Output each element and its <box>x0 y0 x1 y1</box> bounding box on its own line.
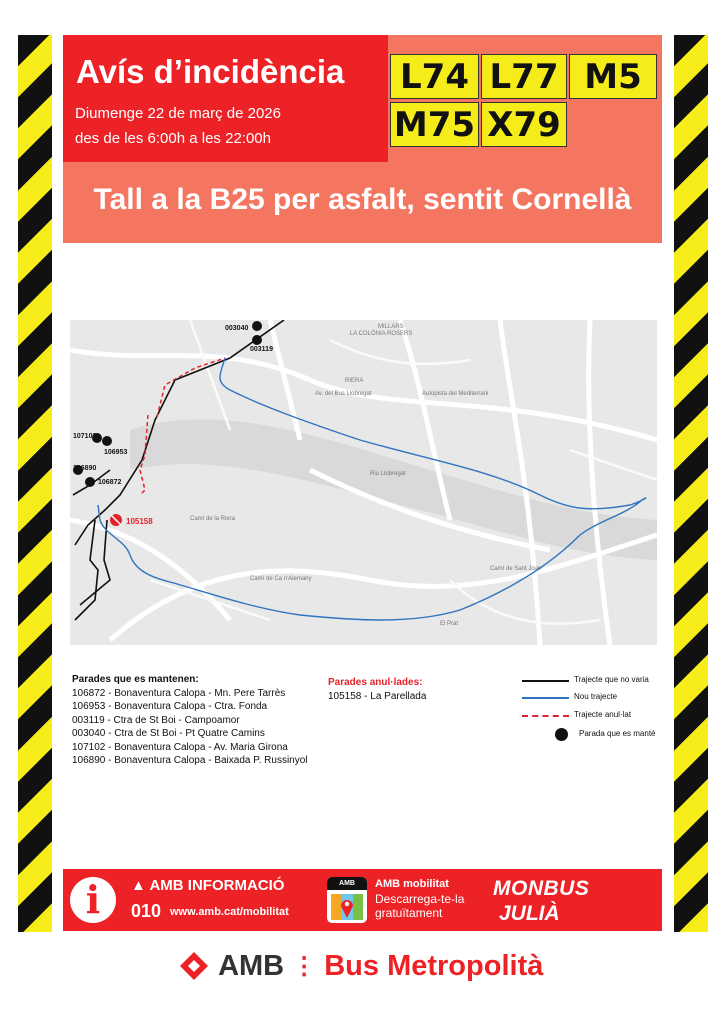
map-label-autopista: Autopista del Mediterrani <box>422 391 489 397</box>
info-icon: i <box>70 877 116 923</box>
cancelled-stop-icon <box>110 514 122 526</box>
list-item: 106953 - Bonaventura Calopa - Ctra. Fonda <box>72 701 268 712</box>
amb-mobilitat-app-icon[interactable] <box>327 877 367 923</box>
amb-diamond-icon <box>178 950 210 982</box>
brand-amb: AMB <box>218 949 285 982</box>
julia-logo: JULIÀ <box>499 902 560 925</box>
app-download-text: Descarrega-te-la gratuïtament <box>375 892 465 920</box>
map-label-cami-sant-joan: Camí de Sant Joan <box>490 566 542 572</box>
map-label-cami-riera: Camí de la Riera <box>190 516 236 522</box>
key-cancelled-label: Trajecte anul·lat <box>574 710 632 719</box>
stop-label-106872: 106872 <box>98 479 122 486</box>
line-badge-m5: M5 <box>569 54 657 99</box>
map-pin-icon <box>327 890 367 923</box>
list-item: 106872 - Bonaventura Calopa - Mn. Pere Tarrès <box>72 687 286 699</box>
key-unchanged <box>522 674 662 688</box>
footer-banner <box>63 869 662 931</box>
cancelled-stop-label: 105158 <box>126 517 153 526</box>
alert-time: des de les 6:00h a les 22:00h <box>75 130 271 147</box>
key-stop <box>522 728 662 742</box>
key-new-label: Nou trajecte <box>574 692 618 701</box>
alert-box <box>63 35 388 162</box>
maintained-stops-list <box>72 673 308 768</box>
stop-label-003040: 003040 <box>225 325 249 332</box>
stop-label-003119: 003119 <box>250 346 273 353</box>
line-badge-m75: M75 <box>390 102 479 147</box>
key-unchanged-label: Trajecte que no varia <box>574 675 649 684</box>
map-label-el-prat: El Prat <box>440 621 459 627</box>
bus-stop-icon <box>555 728 568 741</box>
stop-label-107102: 107102 <box>73 433 97 440</box>
cancelled-heading: Parades anul·lades: <box>328 677 423 688</box>
map-label-cami-alemany: Camí de Ca n'Alemany <box>250 576 312 582</box>
monbus-logo: MONBUS <box>493 877 590 900</box>
list-item: 105158 - La Parellada <box>328 690 427 702</box>
incident-headline: Tall a la B25 per asfalt, sentit Cornellà <box>93 183 632 216</box>
phone-number[interactable]: 010 <box>131 901 162 921</box>
map-label-riu: Riu Llobregat <box>370 471 406 477</box>
list-item: 106890 - Bonaventura Calopa - Baixada P. Russinyol <box>72 755 308 766</box>
key-stop-label: Parada que es manté <box>579 729 656 738</box>
line-badge-x79: X79 <box>481 102 567 147</box>
route-map <box>70 320 657 645</box>
list-item: 003119 - Ctra de St Boi - Campoamor <box>72 714 240 726</box>
line-badge-l77: L77 <box>481 54 567 99</box>
maintained-heading: Parades que es mantenen: <box>72 674 199 685</box>
list-item: 107102 - Bonaventura Calopa - Av. Maria Girona <box>72 741 288 753</box>
line-badge-l74: L74 <box>390 54 479 99</box>
stop-label-106953: 106953 <box>104 449 128 456</box>
stop-label-106890: 106890 <box>73 465 97 472</box>
list-item: 003040 - Ctra de St Boi - Pt Quatre Camins <box>72 728 265 739</box>
map-label-av-bus: Av. del Bus Llobregat <box>315 391 372 397</box>
hazard-stripe-left <box>18 35 52 932</box>
alert-date: Diumenge 22 de març de 2026 <box>75 105 281 122</box>
map-label-colonia: LA COLÒNIA ROSERS <box>350 331 413 337</box>
map-label-millars: MILLARS <box>378 324 404 330</box>
app-title: AMB mobilitat <box>375 878 449 890</box>
brand-bus-metropolita: Bus Metropolità <box>324 949 544 982</box>
app-badge: AMB <box>327 877 367 890</box>
amb-info-label: ▲ AMB INFORMACIÓ <box>131 877 285 894</box>
amb-bus-metropolita-logo: AMB ⋮ Bus Metropolità <box>178 949 543 989</box>
website-link[interactable]: www.amb.cat/mobilitat <box>170 906 289 918</box>
cancelled-stops-list <box>328 676 426 703</box>
map-label-riera: RIERA <box>345 378 364 384</box>
key-cancelled <box>522 709 662 723</box>
alert-title: Avís d’incidència <box>76 53 345 90</box>
hazard-stripe-right <box>674 35 708 932</box>
key-new <box>522 691 662 705</box>
